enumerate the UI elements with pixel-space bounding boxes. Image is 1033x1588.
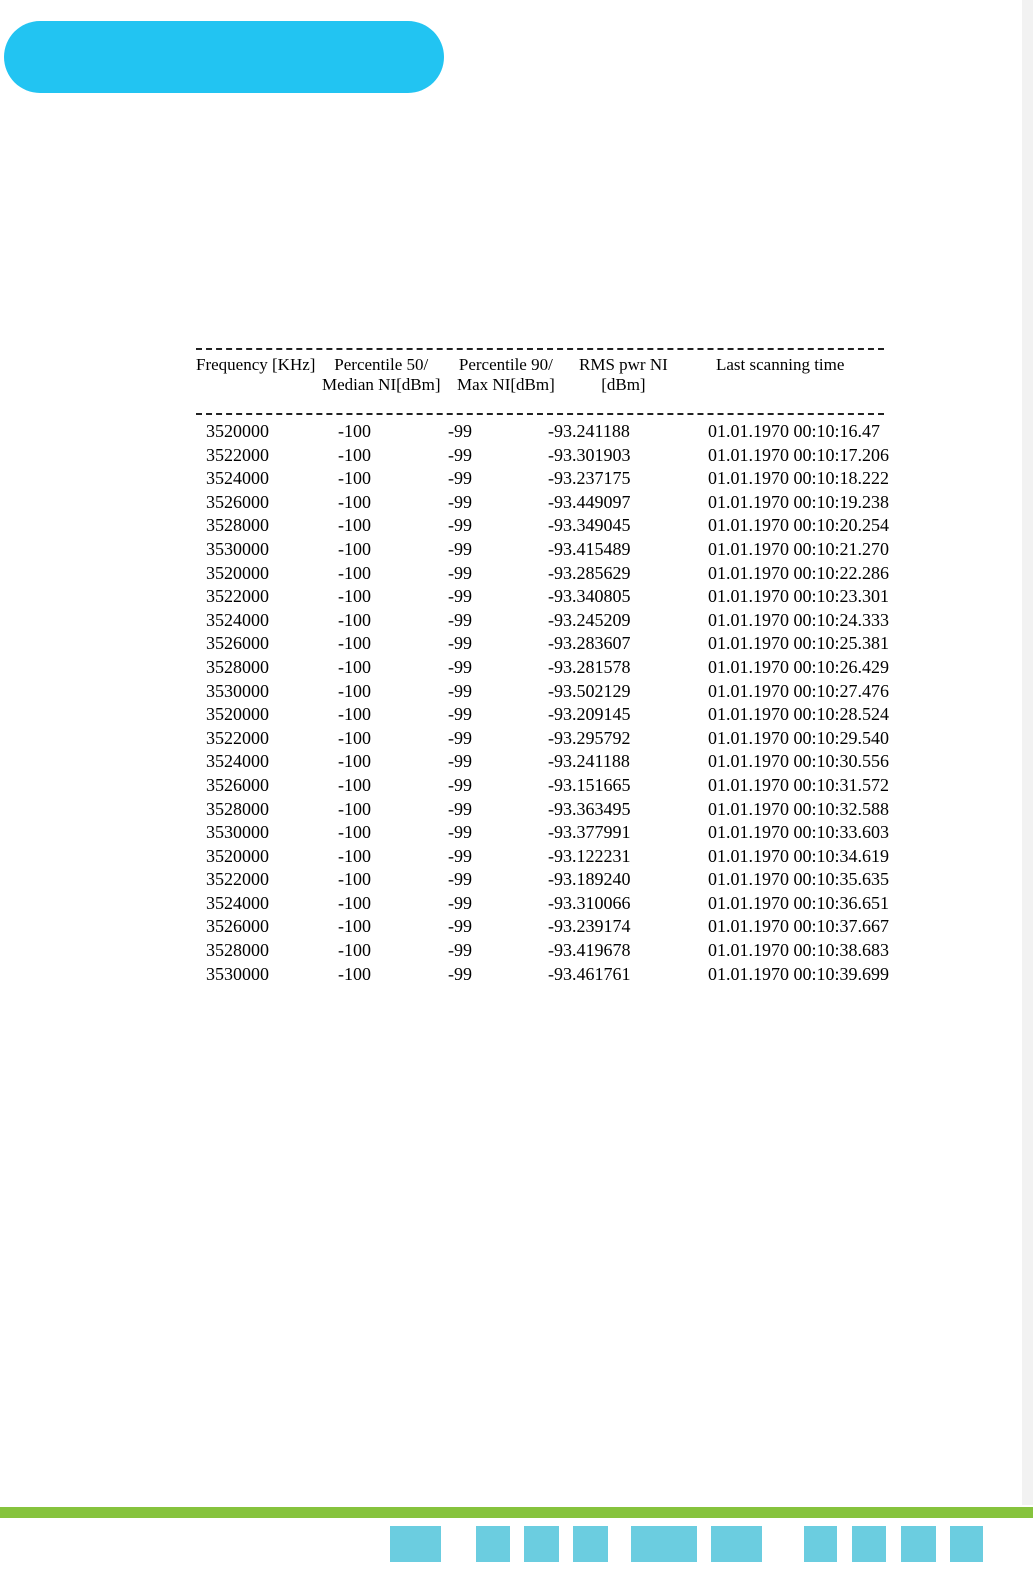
table-row [196,538,936,562]
median-ni-cell: -100 [338,892,371,913]
header-banner [4,21,444,93]
rms-pwr-cell: -93.237175 [548,468,631,489]
separator-line-header [196,413,884,415]
footer-block [901,1526,936,1562]
median-ni-cell: -100 [338,538,371,559]
frequency-cell: 3530000 [206,538,269,559]
median-ni-cell: -100 [338,845,371,866]
max-ni-cell: -99 [448,515,472,536]
footer-block [804,1526,837,1562]
max-ni-cell: -99 [448,538,472,559]
table-row [196,467,936,491]
scan-time-cell: 01.01.1970 00:10:27.476 [708,680,890,701]
rms-pwr-cell: -93.295792 [548,727,631,748]
frequency-cell: 3520000 [206,421,269,441]
frequency-cell: 3522000 [206,444,269,465]
scan-time-cell: 01.01.1970 00:10:33.603 [708,822,890,843]
scan-time-cell: 01.01.1970 00:10:22.286 [708,562,890,583]
max-ni-cell: -99 [448,609,472,630]
frequency-cell: 3526000 [206,916,269,937]
median-ni-cell: -100 [338,940,371,961]
footer-block [573,1526,608,1562]
data-rows [196,420,936,986]
rms-pwr-cell: -93.285629 [548,562,631,583]
median-ni-cell: -100 [338,822,371,843]
median-ni-cell: -100 [338,751,371,772]
column-header-last-scan-label: Last scanning time [716,355,845,374]
frequency-cell: 3520000 [206,562,269,583]
table-row [196,656,936,680]
rms-pwr-cell: -93.349045 [548,515,631,536]
frequency-cell: 3520000 [206,845,269,866]
scan-time-cell: 01.01.1970 00:10:31.572 [708,774,890,795]
rms-pwr-cell: -93.419678 [548,940,631,961]
frequency-cell: 3528000 [206,798,269,819]
max-ni-cell: -99 [448,822,472,843]
median-ni-cell: -100 [338,468,371,489]
max-ni-cell: -99 [448,656,472,677]
scan-time-cell: 01.01.1970 00:10:36.651 [708,892,890,913]
table-row [196,491,936,515]
scan-time-cell: 01.01.1970 00:10:39.699 [708,963,890,984]
max-ni-cell: -99 [448,586,472,607]
scan-time-cell: 01.01.1970 00:10:19.238 [708,491,890,512]
rms-pwr-cell: -93.310066 [548,892,631,913]
median-ni-cell: -100 [338,515,371,536]
frequency-cell: 3530000 [206,680,269,701]
max-ni-cell: -99 [448,892,472,913]
median-ni-cell: -100 [338,586,371,607]
table-row [196,821,936,845]
median-ni-cell: -100 [338,633,371,654]
table-row [196,703,936,727]
scan-time-cell: 01.01.1970 00:10:38.683 [708,940,890,961]
footer-block [476,1526,510,1562]
table-row [196,632,936,656]
scan-time-cell: 01.01.1970 00:10:32.588 [708,798,890,819]
frequency-cell: 3528000 [206,656,269,677]
table-row [196,915,936,939]
table-row [196,750,936,774]
scan-time-cell: 01.01.1970 00:10:30.556 [708,751,890,772]
median-ni-cell: -100 [338,869,371,890]
footer-block [524,1526,559,1562]
scan-time-cell: 01.01.1970 00:10:23.301 [708,586,890,607]
separator-line-top [196,348,884,350]
frequency-cell: 3528000 [206,515,269,536]
table-row [196,892,936,916]
frequency-cell: 3530000 [206,822,269,843]
table-row [196,939,936,963]
rms-pwr-cell: -93.151665 [548,774,631,795]
scan-time-cell: 01.01.1970 00:10:28.524 [708,704,890,725]
rms-pwr-cell: -93.461761 [548,963,631,984]
table-row [196,868,936,892]
median-ni-cell: -100 [338,727,371,748]
column-header-frequency [196,355,315,375]
frequency-cell: 3522000 [206,727,269,748]
max-ni-cell: -99 [448,845,472,866]
column-header-percentile-50 [322,355,441,395]
scan-time-cell: 01.01.1970 00:10:29.540 [708,727,890,748]
median-ni-cell: -100 [338,609,371,630]
scan-time-cell: 01.01.1970 00:10:18.222 [708,468,890,489]
frequency-cell: 3526000 [206,774,269,795]
rms-pwr-cell: -93.241188 [548,421,630,441]
table-row [196,798,936,822]
median-ni-cell: -100 [338,704,371,725]
footer-block [852,1526,886,1562]
rms-pwr-cell: -93.283607 [548,633,631,654]
max-ni-cell: -99 [448,963,472,984]
table-row [196,727,936,751]
frequency-cell: 3524000 [206,892,269,913]
rms-pwr-cell: -93.363495 [548,798,631,819]
rms-pwr-cell: -93.301903 [548,444,631,465]
rms-pwr-cell: -93.502129 [548,680,631,701]
footer-block [631,1526,697,1562]
frequency-cell: 3526000 [206,491,269,512]
scan-time-cell: 01.01.1970 00:10:25.381 [708,633,890,654]
max-ni-cell: -99 [448,774,472,795]
max-ni-cell: -99 [448,940,472,961]
max-ni-cell: -99 [448,468,472,489]
max-ni-cell: -99 [448,751,472,772]
rms-pwr-cell: -93.209145 [548,704,631,725]
frequency-cell: 3526000 [206,633,269,654]
scan-time-cell: 01.01.1970 00:10:21.270 [708,538,890,559]
rms-pwr-cell: -93.245209 [548,609,631,630]
max-ni-cell: -99 [448,633,472,654]
column-header-percentile-90 [457,355,555,395]
column-header-percentile-50-line1: Percentile 50/ [334,355,429,374]
scan-time-cell: 01.01.1970 00:10:37.667 [708,916,890,937]
rms-pwr-cell: -93.449097 [548,491,631,512]
column-header-last-scan [716,355,844,375]
column-header-percentile-50-line2: Median NI[dBm] [322,375,441,394]
column-header-rms [579,355,668,395]
column-header-percentile-90-line1: Percentile 90/ [458,355,553,374]
median-ni-cell: -100 [338,680,371,701]
table-row [196,562,936,586]
max-ni-cell: -99 [448,869,472,890]
footer-block [950,1526,983,1562]
scan-time-cell: 01.01.1970 00:10:34.619 [708,845,890,866]
median-ni-cell: -100 [338,963,371,984]
max-ni-cell: -99 [448,444,472,465]
rms-pwr-cell: -93.189240 [548,869,631,890]
max-ni-cell: -99 [448,491,472,512]
table-row [196,845,936,869]
max-ni-cell: -99 [448,562,472,583]
frequency-cell: 3522000 [206,586,269,607]
column-header-rms-line2: [dBm] [601,375,646,394]
table-row [196,774,936,798]
rms-pwr-cell: -93.281578 [548,656,631,677]
rms-pwr-cell: -93.241188 [548,751,630,772]
frequency-cell: 3524000 [206,751,269,772]
frequency-cell: 3530000 [206,963,269,984]
frequency-cell: 3524000 [206,468,269,489]
column-header-frequency-label: Frequency [KHz] [196,355,316,374]
scan-time-cell: 01.01.1970 00:10:17.206 [708,444,890,465]
median-ni-cell: -100 [338,916,371,937]
rms-pwr-cell: -93.415489 [548,538,631,559]
max-ni-cell: -99 [448,421,472,441]
table-row [196,680,936,704]
median-ni-cell: -100 [338,562,371,583]
max-ni-cell: -99 [448,680,472,701]
max-ni-cell: -99 [448,798,472,819]
scan-time-cell: 01.01.1970 00:10:20.254 [708,515,890,536]
median-ni-cell: -100 [338,798,371,819]
frequency-cell: 3524000 [206,609,269,630]
max-ni-cell: -99 [448,704,472,725]
column-header-rms-line1: RMS pwr NI [579,355,668,374]
column-header-percentile-90-line2: Max NI[dBm] [457,375,555,394]
rms-pwr-cell: -93.122231 [548,845,631,866]
rms-pwr-cell: -93.239174 [548,916,631,937]
scan-time-cell: 01.01.1970 00:10:24.333 [708,609,890,630]
footer-rule [0,1507,1033,1518]
table-row [196,609,936,633]
median-ni-cell: -100 [338,656,371,677]
table-row [196,420,936,444]
scan-time-cell: 01.01.1970 00:10:16.47 [708,421,881,441]
frequency-cell: 3520000 [206,704,269,725]
median-ni-cell: -100 [338,444,371,465]
median-ni-cell: -100 [338,491,371,512]
table-row [196,585,936,609]
median-ni-cell: -100 [338,774,371,795]
max-ni-cell: -99 [448,916,472,937]
median-ni-cell: -100 [338,421,371,441]
table-row [196,444,936,468]
scan-time-cell: 01.01.1970 00:10:26.429 [708,656,890,677]
max-ni-cell: -99 [448,727,472,748]
frequency-cell: 3522000 [206,869,269,890]
frequency-cell: 3528000 [206,940,269,961]
footer-block [711,1526,762,1562]
rms-pwr-cell: -93.377991 [548,822,631,843]
footer-block [390,1526,441,1562]
rms-pwr-cell: -93.340805 [548,586,631,607]
table-row [196,514,936,538]
table-row [196,963,936,987]
scan-time-cell: 01.01.1970 00:10:35.635 [708,869,890,890]
page-edge-bar [1022,0,1033,1505]
